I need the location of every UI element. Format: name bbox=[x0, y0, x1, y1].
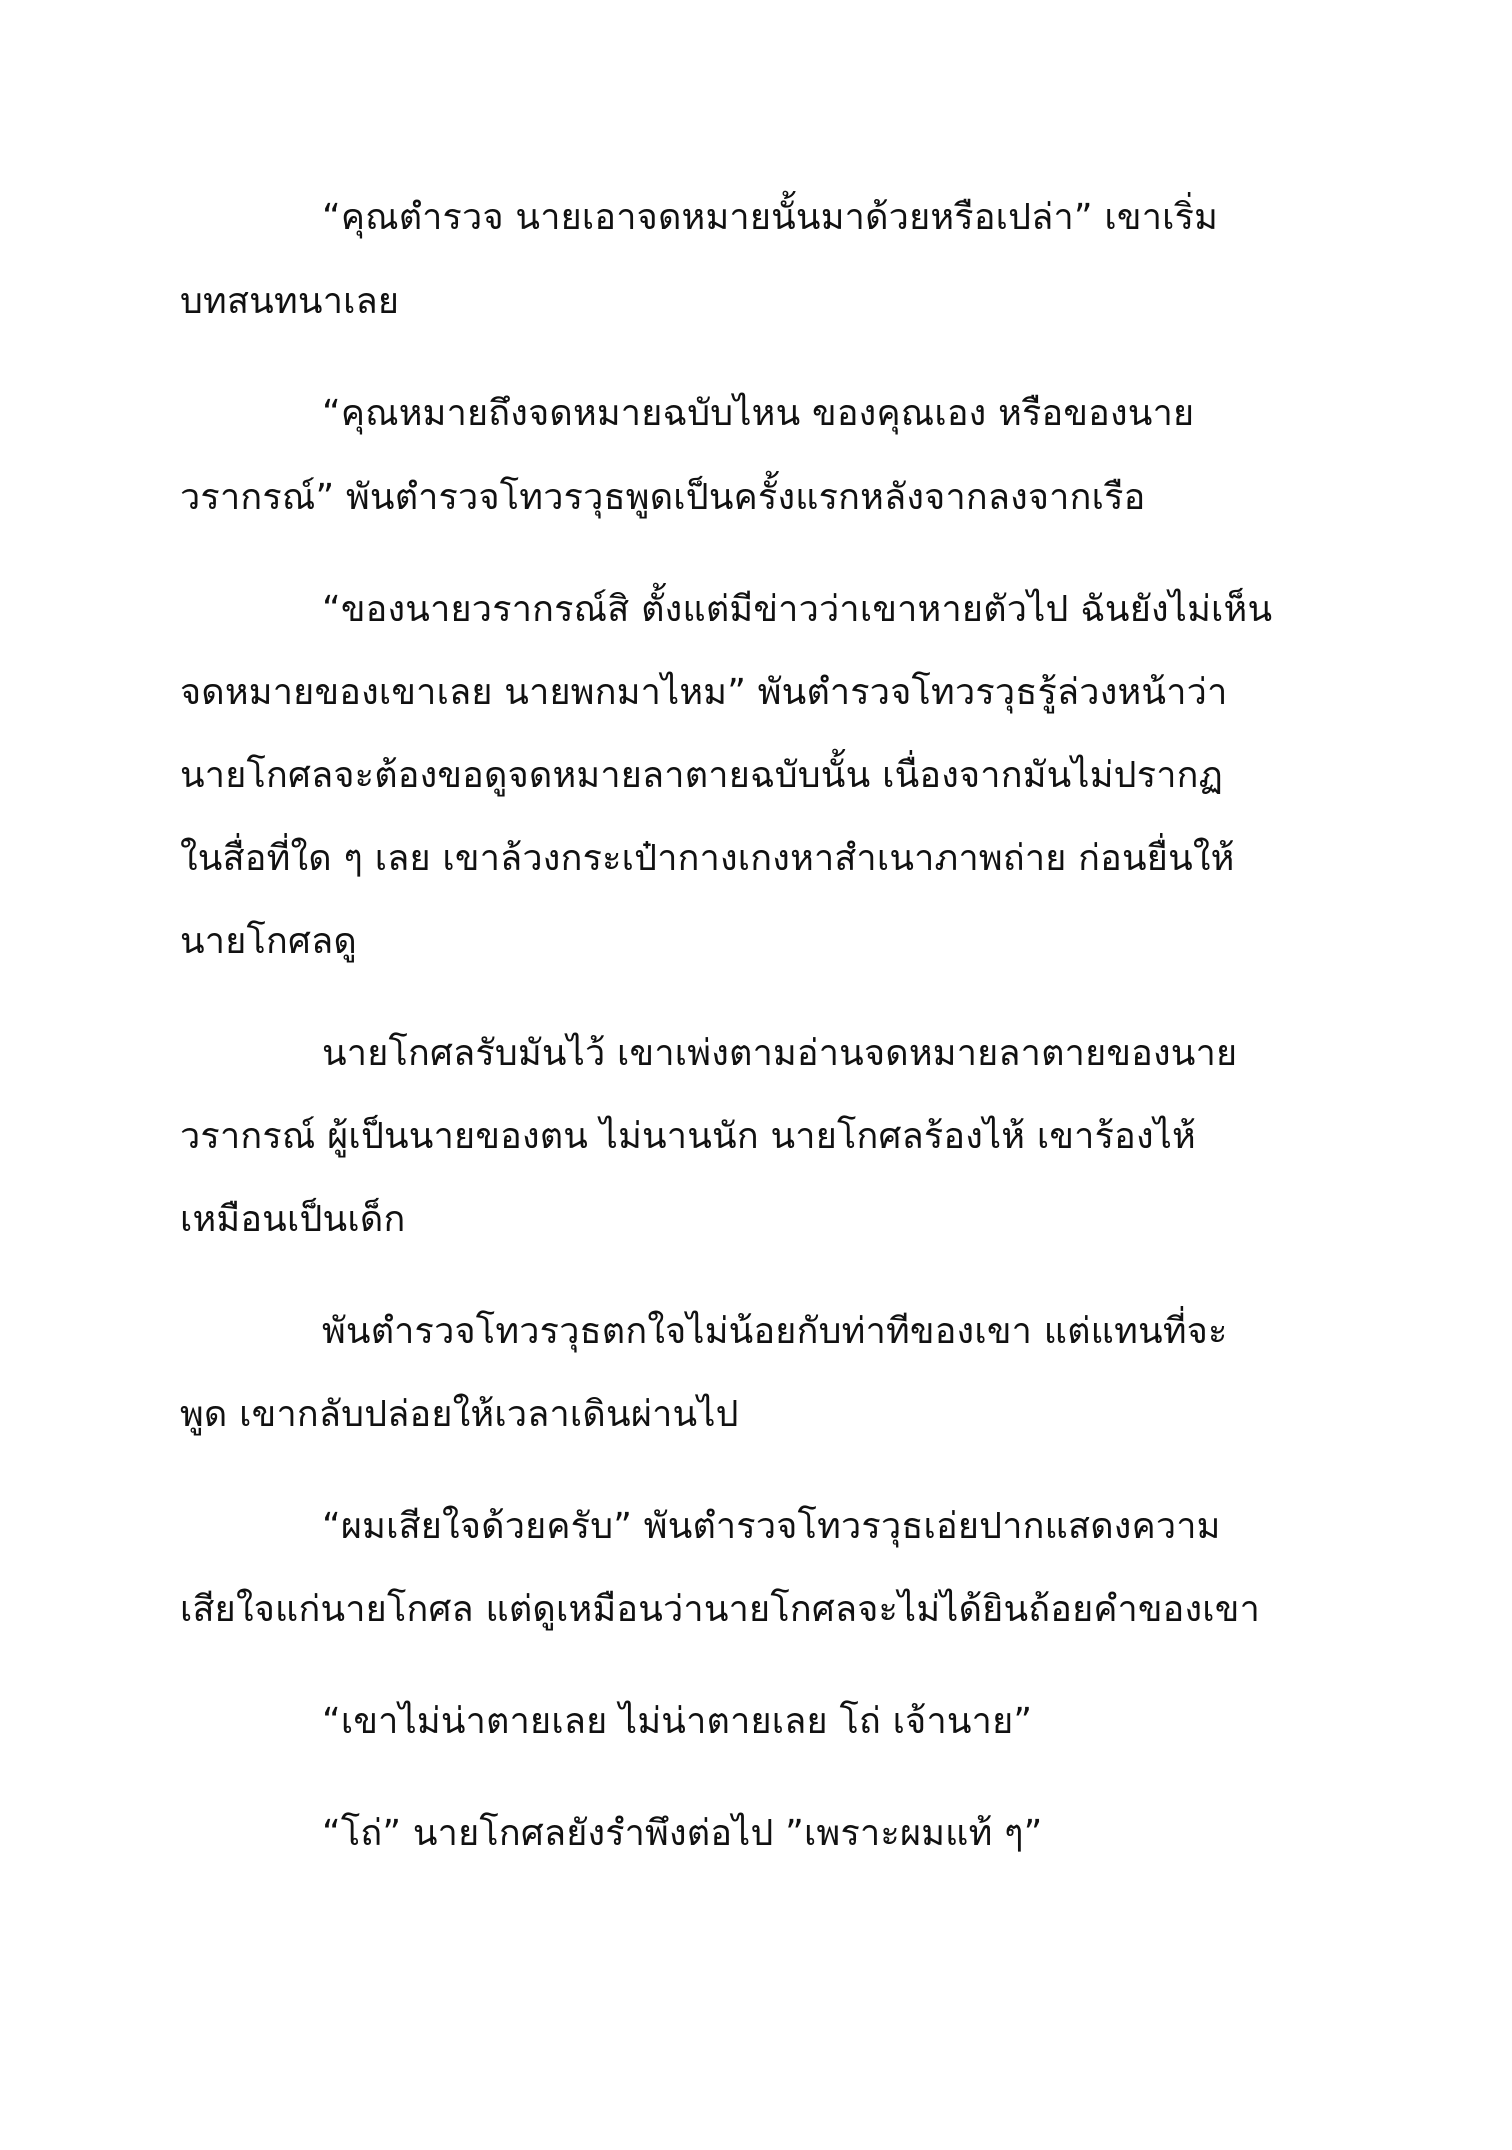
paragraph-3-line-5: นายโกศลดู bbox=[180, 921, 357, 962]
paragraph-3-line-2: จดหมายของเขาเลย นายพกมาไหม” พันตำรวจโทวรวุธรู้ล่วงหน้าว่า bbox=[180, 672, 1228, 713]
paragraph-5-line-1: พันตำรวจโทวรวุธตกใจไม่น้อยกับท่าทีของเขา แต่แทนที่จะ bbox=[322, 1311, 1228, 1352]
paragraph-1-line-2: บทสนทนาเลย bbox=[180, 281, 400, 322]
paragraph-6-line-2: เสียใจแก่นายโกศล แต่ดูเหมือนว่านายโกศลจะไม่ได้ยินถ้อยคำของเขา bbox=[180, 1589, 1260, 1630]
paragraph-4-line-3: เหมือนเป็นเด็ก bbox=[180, 1199, 406, 1240]
paragraph-1-line-1: “คุณตำรวจ นายเอาจดหมายนั้นมาด้วยหรือเปล่า” เขาเริ่ม bbox=[322, 197, 1219, 238]
paragraph-3-line-3: นายโกศลจะต้องขอดูจดหมายลาตายฉบับนั้น เนื่องจากมันไม่ปรากฏ bbox=[180, 755, 1224, 796]
paragraph-5-line-2: พูด เขากลับปล่อยให้เวลาเดินผ่านไป bbox=[180, 1394, 739, 1435]
paragraph-3-line-1: “ของนายวรากรณ์สิ ตั้งแต่มีข่าวว่าเขาหายตัวไป ฉันยังไม่เห็น bbox=[322, 589, 1273, 630]
paragraph-8-line-1: “โถ่” นายโกศลยังรำพึงต่อไป ”เพราะผมแท้ ๆ” bbox=[322, 1813, 1043, 1854]
paragraph-4-line-2: วรากรณ์ ผู้เป็นนายของตน ไม่นานนัก นายโกศลร้องไห้ เขาร้องไห้ bbox=[180, 1116, 1196, 1157]
paragraph-2-line-2: วรากรณ์” พันตำรวจโทวรวุธพูดเป็นครั้งแรกหลังจากลงจากเรือ bbox=[180, 477, 1146, 518]
paragraph-2-line-1: “คุณหมายถึงจดหมายฉบับไหน ของคุณเอง หรือของนาย bbox=[322, 393, 1195, 434]
paragraph-7-line-1: “เขาไม่น่าตายเลย ไม่น่าตายเลย โถ่ เจ้านาย” bbox=[322, 1701, 1033, 1742]
paragraph-3-line-4: ในสื่อที่ใด ๆ เลย เขาล้วงกระเป๋ากางเกงหาสำเนาภาพถ่าย ก่อนยื่นให้ bbox=[180, 838, 1235, 879]
paragraph-4-line-1: นายโกศลรับมันไว้ เขาเพ่งตามอ่านจดหมายลาตายของนาย bbox=[322, 1033, 1238, 1074]
paragraph-6-line-1: “ผมเสียใจด้วยครับ” พันตำรวจโทวรวุธเอ่ยปากแสดงความ bbox=[322, 1506, 1221, 1547]
